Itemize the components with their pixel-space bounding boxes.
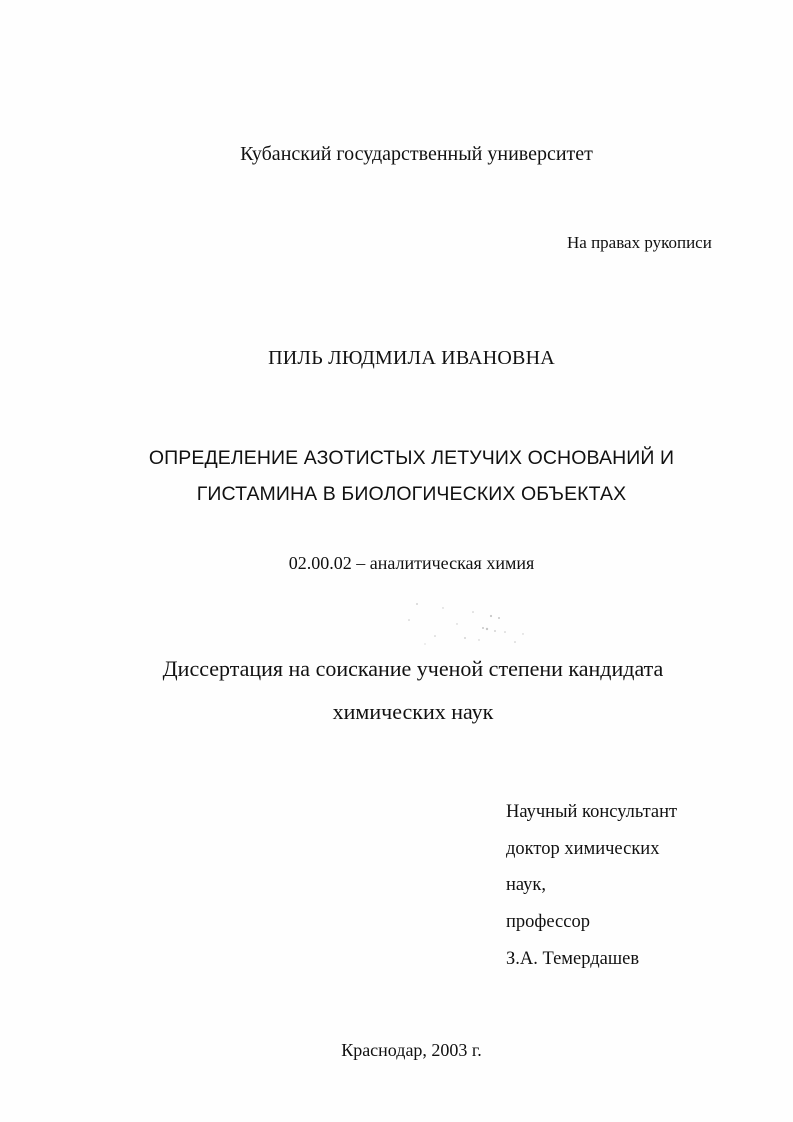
dissertation-title-line-2: ГИСТАМИНА В БИОЛОГИЧЕСКИХ ОБЪЕКТАХ: [196, 483, 627, 505]
advisor-name: З.А. Темердашев: [506, 949, 640, 969]
university-name: Кубанский государственный университет: [240, 143, 593, 165]
advisor-role: Научный консультант: [506, 802, 678, 822]
dissertation-title-line-1: ОПРЕДЕЛЕНИЕ АЗОТИСТЫХ ЛЕТУЧИХ ОСНОВАНИЙ И: [148, 447, 675, 469]
degree-statement-line-2: химических наук: [332, 699, 494, 724]
degree-statement-line-1: Диссертация на соискание ученой степени кандидата: [162, 656, 664, 681]
author-name: ПИЛЬ ЛЮДМИЛА ИВАНОВНА: [268, 347, 555, 369]
rights-notice: На правах рукописи: [567, 233, 712, 252]
faint-stamp-marks: [395, 598, 535, 650]
specialty-code: 02.00.02 – аналитическая химия: [288, 553, 535, 573]
advisor-degree-line-2: наук,: [506, 875, 547, 895]
advisor-title: профессор: [506, 912, 590, 932]
city-and-year: Краснодар, 2003 г.: [341, 1040, 482, 1060]
advisor-degree-line-1: доктор химических: [506, 839, 660, 859]
